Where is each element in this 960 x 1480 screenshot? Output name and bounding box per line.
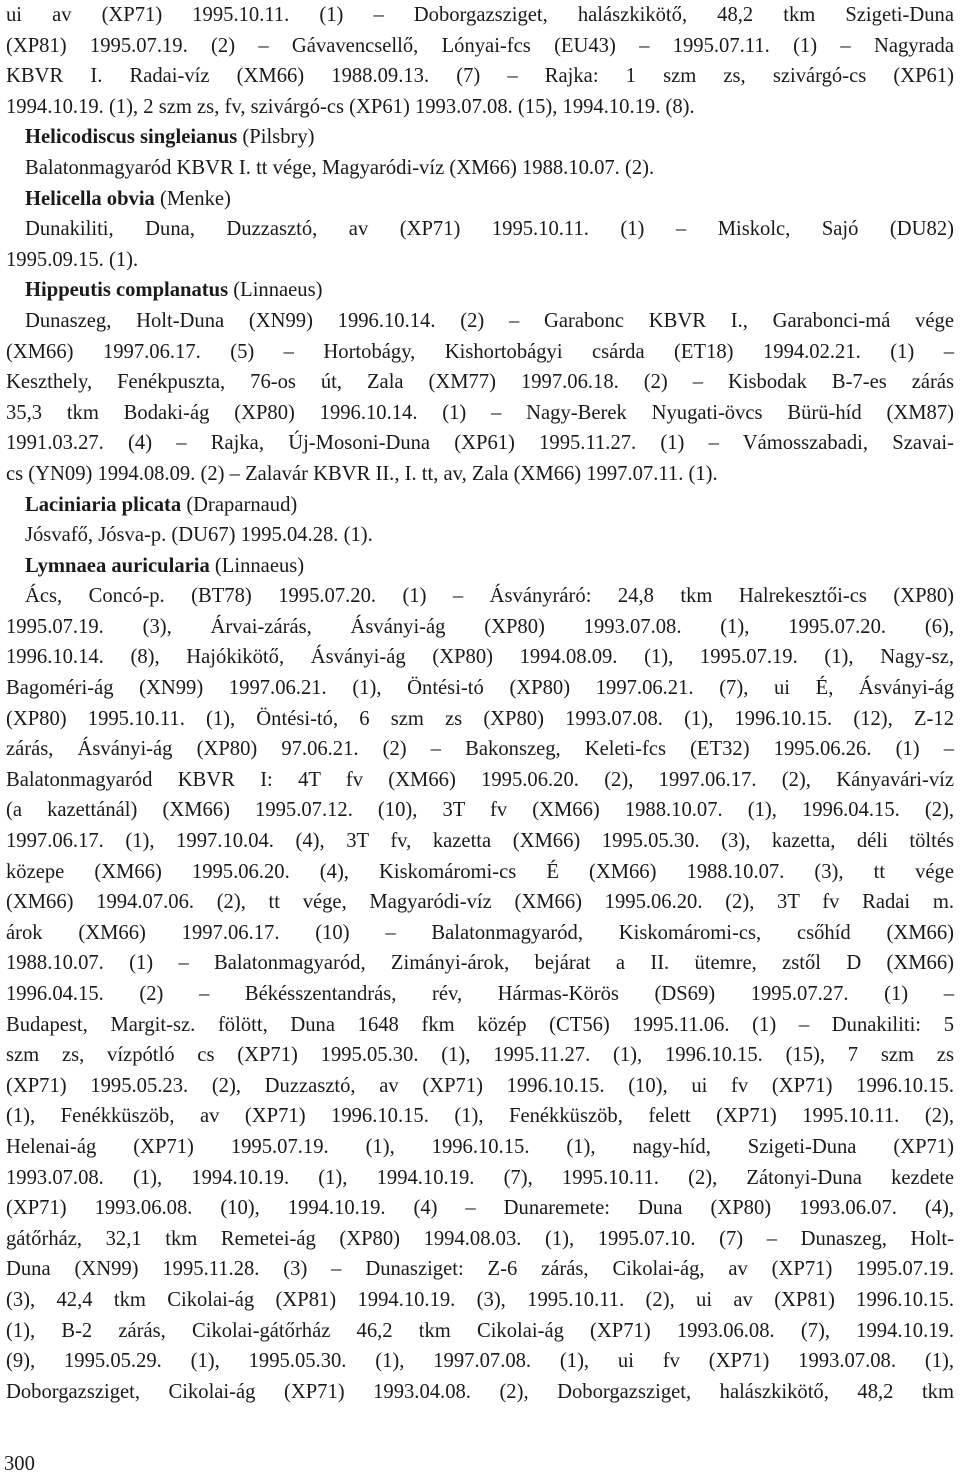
text-line: közepe (XM66) 1995.06.20. (4), Kiskomáromi-cs É (XM66) 1988.10.07. (3), tt vége xyxy=(6,860,954,883)
text-line: zárás, Ásványi-ág (XP80) 97.06.21. (2) – Bakonszeg, Keleti-fcs (ET32) 1995.06.26. (1) – xyxy=(6,738,954,761)
species-author: (Draparnaud) xyxy=(181,493,298,516)
text-line: ui av (XP71) 1995.10.11. (1) – Doborgazsziget, halászkikötő, 48,2 tkm Szigeti-Duna xyxy=(6,4,954,26)
species-author: (Menke) xyxy=(154,187,231,210)
text-line: 1988.10.07. (1) – Balatonmagyaród, Zimányi-árok, bejárat a II. ütemre, zstől D (XM66) xyxy=(6,952,954,975)
text-line: (1), Fenékküszöb, av (XP71) 1996.10.15. (1), Fenékküszöb, felett (XP71) 1995.10.11. (2), xyxy=(6,1105,954,1128)
species-author: (Linnaeus) xyxy=(228,279,323,302)
species-author: (Pilsbry) xyxy=(237,126,315,149)
text-line: Helenai-ág (XP71) 1995.07.19. (1), 1996.10.15. (1), nagy-híd, Szigeti-Duna (XP71) xyxy=(6,1135,954,1158)
species-heading xyxy=(6,490,954,521)
text-line: árok (XM66) 1997.06.17. (10) – Balatonmagyaród, Kiskomáromi-cs, csőhíd (XM66) xyxy=(6,921,954,944)
text-line: Ács, Concó-p. (BT78) 1995.07.20. (1) – Ásványráró: 24,8 tkm Halrekesztői-cs (XP80) xyxy=(25,585,954,608)
text-line: (a kazettánál) (XM66) 1995.07.12. (10), 3T fv (XM66) 1988.10.07. (1), 1996.04.15. (2), xyxy=(6,799,954,822)
text-line: Duna (XN99) 1995.11.28. (3) – Dunasziget: Z-6 zárás, Cikolai-ág, av (XP71) 1995.07.19. xyxy=(6,1258,954,1281)
text-line: (1), B-2 zárás, Cikolai-gátőrház 46,2 tkm Cikolai-ág (XP71) 1993.06.08. (7), 1994.10.19. xyxy=(6,1319,954,1342)
text-line: 1997.06.17. (1), 1997.10.04. (4), 3T fv, kazetta (XM66) 1995.05.30. (3), kazetta, déli töltés xyxy=(6,830,954,853)
text-line: 1994.10.19. (1), 2 szm zs, fv, szivárgó-cs (XP61) 1993.07.08. (15), 1994.10.19. (8). xyxy=(6,95,695,118)
species-heading xyxy=(6,122,954,153)
text-line: (XM66) 1997.06.17. (5) – Hortobágy, Kishortobágyi csárda (ET18) 1994.02.21. (1) – xyxy=(6,340,954,363)
species-name: Helicella obvia xyxy=(25,187,155,210)
text-line: Dunakiliti, Duna, Duzzasztó, av (XP71) 1995.10.11. (1) – Miskolc, Sajó (DU82) xyxy=(25,218,954,241)
text-line: KBVR I. Radai-víz (XM66) 1988.09.13. (7) – Rajka: 1 szm zs, szivárgó-cs (XP61) xyxy=(6,65,954,88)
text-line: 35,3 tkm Bodaki-ág (XP80) 1996.10.14. (1) – Nagy-Berek Nyugati-övcs Bürü-híd (XM87) xyxy=(6,401,954,424)
species-name: Helicodiscus singleianus xyxy=(25,126,238,149)
species-heading xyxy=(6,551,954,582)
text-line: szm zs, vízpótló cs (XP71) 1995.05.30. (1), 1995.11.27. (1), 1996.10.15. (15), 7 szm zs xyxy=(6,1044,954,1067)
text-line: Keszthely, Fenékpuszta, 76-os út, Zala (XM77) 1997.06.18. (2) – Kisbodak B-7-es zárás xyxy=(6,371,954,394)
text-line: Balatonmagyaród KBVR I. tt vége, Magyaródi-víz (XM66) 1988.10.07. (2). xyxy=(25,156,655,179)
text-line: (3), 42,4 tkm Cikolai-ág (XP81) 1994.10.19. (3), 1995.10.11. (2), ui av (XP81) 1996.10.15. xyxy=(6,1288,954,1311)
text-line: (XM66) 1994.07.06. (2), tt vége, Magyaródi-víz (XM66) 1995.06.20. (2), 3T fv Radai m. xyxy=(6,891,954,914)
text-line: 1993.07.08. (1), 1994.10.19. (1), 1994.10.19. (7), 1995.10.11. (2), Zátonyi-Duna kezdete xyxy=(6,1166,954,1189)
species-name: Lymnaea auricularia xyxy=(25,554,210,577)
text-line: (9), 1995.05.29. (1), 1995.05.30. (1), 1997.07.08. (1), ui fv (XP71) 1993.07.08. (1), xyxy=(6,1350,954,1373)
text-line: 1991.03.27. (4) – Rajka, Új-Mosoni-Duna (XP61) 1995.11.27. (1) – Vámosszabadi, Szavai- xyxy=(6,432,954,455)
text-line: Doborgazsziget, Cikolai-ág (XP71) 1993.04.08. (2), Doborgazsziget, halászkikötő, 48,2 tkm xyxy=(6,1380,954,1403)
text-line: cs (YN09) 1994.08.09. (2) – Zalavár KBVR II., I. tt, av, Zala (XM66) 1997.07.11. (1). xyxy=(6,462,718,485)
species-heading xyxy=(6,184,954,215)
text-line: gátőrház, 32,1 tkm Remetei-ág (XP80) 1994.08.03. (1), 1995.07.10. (7) – Dunaszeg, Holt- xyxy=(6,1227,954,1250)
text-line: Dunaszeg, Holt-Duna (XN99) 1996.10.14. (2) – Garabonc KBVR I., Garabonci-má vége xyxy=(25,309,954,332)
page-body xyxy=(6,0,954,1407)
text-line: 1996.10.14. (8), Hajókikötő, Ásványi-ág (XP80) 1994.08.09. (1), 1995.07.19. (1), Nagy-sz, xyxy=(6,646,954,669)
text-line: (XP81) 1995.07.19. (2) – Gávavencsellő, Lónyai-fcs (EU43) – 1995.07.11. (1) – Nagyrada xyxy=(6,34,954,57)
text-line: (XP71) 1993.06.08. (10), 1994.10.19. (4) – Dunaremete: Duna (XP80) 1993.06.07. (4), xyxy=(6,1197,954,1220)
text-line: Budapest, Margit-sz. fölött, Duna 1648 fkm közép (CT56) 1995.11.06. (1) – Dunakiliti: 5 xyxy=(6,1013,954,1036)
species-name: Hippeutis complanatus xyxy=(25,279,229,302)
species-heading xyxy=(6,275,954,306)
text-line: 1996.04.15. (2) – Békésszentandrás, rév, Hármas-Körös (DS69) 1995.07.27. (1) – xyxy=(6,983,954,1005)
text-line: Bagoméri-ág (XN99) 1997.06.21. (1), Öntési-tó (XP80) 1997.06.21. (7), ui É, Ásványi-ág xyxy=(6,677,954,700)
text-line: Jósvafő, Jósva-p. (DU67) 1995.04.28. (1). xyxy=(25,524,373,547)
page-number: 300 xyxy=(4,1453,35,1475)
species-author: (Linnaeus) xyxy=(209,554,305,577)
text-line: (XP80) 1995.10.11. (1), Öntési-tó, 6 szm zs (XP80) 1993.07.08. (1), 1996.10.15. (12), Z-12 xyxy=(6,707,954,730)
text-line: (XP71) 1995.05.23. (2), Duzzasztó, av (XP71) 1996.10.15. (10), ui fv (XP71) 1996.10.15. xyxy=(6,1074,954,1097)
text-line: Balatonmagyaród KBVR I: 4T fv (XM66) 1995.06.20. (2), 1997.06.17. (2), Kányavári-víz xyxy=(6,768,954,791)
text-line: 1995.07.19. (3), Árvai-zárás, Ásványi-ág (XP80) 1993.07.08. (1), 1995.07.20. (6), xyxy=(6,615,954,638)
species-name: Laciniaria plicata xyxy=(25,493,182,516)
text-line: 1995.09.15. (1). xyxy=(6,248,139,271)
